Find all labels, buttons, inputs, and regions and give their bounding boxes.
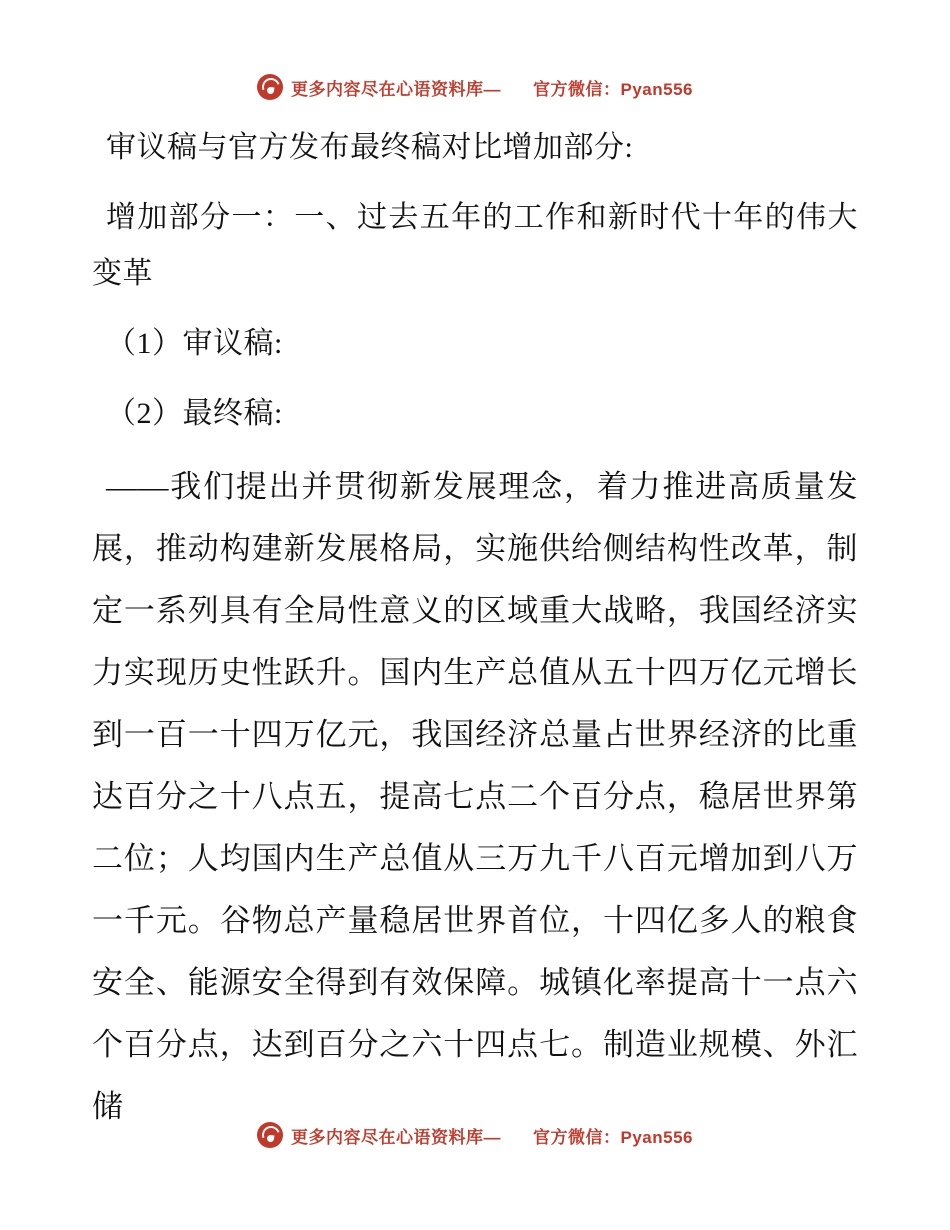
watermark-bottom (0, 1122, 950, 1148)
watermark-top (0, 74, 950, 100)
paragraph-item-2: （2）最终稿: (106, 397, 283, 430)
watermark-contact: 官方微信：Pyan556 (533, 79, 693, 99)
seal-logo-icon (257, 1122, 283, 1148)
watermark-text: 更多内容尽在心语资料库— (291, 79, 501, 99)
paragraph-section-heading: 增加部分一：一、过去五年的工作和新时代十年的伟大变革 (92, 201, 858, 290)
paragraph-item-1: （1）审议稿: (106, 327, 283, 360)
document-body (92, 120, 858, 1138)
watermark-contact: 官方微信：Pyan556 (533, 1127, 693, 1147)
watermark-text: 更多内容尽在心语资料库— (291, 1127, 501, 1147)
seal-logo-icon (257, 74, 283, 100)
paragraph-main-text: ——我们提出并贯彻新发展理念，着力推进高质量发展，推动构建新发展格局，实施供给侧结构性改革，制定一系列具有全局性意义的区域重大战略，我国经济实力实现历史性跃升。国内生产总值从五十四万亿元增长到一百一十四万亿元，我国经济总量占世界经济的比重达百分之十八点五，提高七点二个百分点，稳居世界第二位；人均国内生产总值从三万九千八百元增加到八万一千元。谷物总产量稳居世界首位，十四亿多人的粮食安全、能源安全得到有效保障。城镇化率提高十一点六个百分点，达到百分之六十四点七。制造业规模、外汇储 (92, 469, 858, 1124)
paragraph-title: 审议稿与官方发布最终稿对比增加部分: (106, 131, 634, 164)
